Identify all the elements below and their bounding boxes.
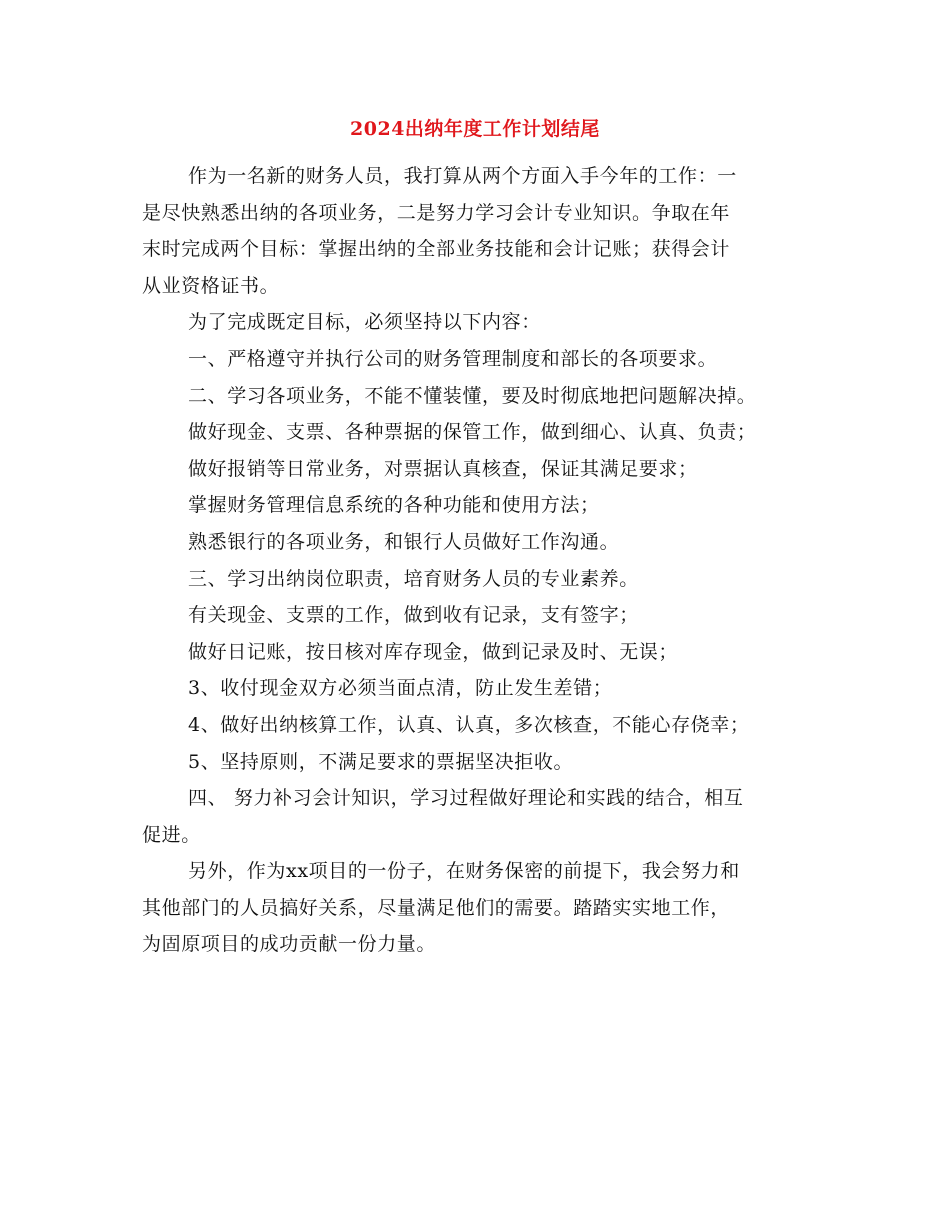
body-line: 四、 努力补习会计知识，学习过程做好理论和实践的结合，相互 xyxy=(188,787,744,810)
document-body xyxy=(142,158,810,963)
body-line: 促进。 xyxy=(142,823,201,846)
body-line: 末时完成两个目标：掌握出纳的全部业务技能和会计记账；获得会计 xyxy=(142,238,731,261)
body-line: 做好现金、支票、各种票据的保管工作，做到细心、认真、负责； xyxy=(188,421,757,444)
body-line: 有关现金、支票的工作，做到收有记录，支有签字； xyxy=(188,604,639,627)
body-line: 三、学习出纳岗位职责，培育财务人员的专业素养。 xyxy=(188,567,639,590)
body-line: 熟悉银行的各项业务，和银行人员做好工作沟通。 xyxy=(188,530,620,553)
body-line: 另外，作为xx项目的一份子，在财务保密的前提下，我会努力和 xyxy=(188,860,740,883)
body-line: 做好报销等日常业务，对票据认真核查，保证其满足要求； xyxy=(188,457,698,480)
body-line: 为固原项目的成功贡献一份力量。 xyxy=(142,933,437,956)
body-line: 3、收付现金双方必须当面点清，防止发生差错； xyxy=(188,677,613,700)
body-line: 掌握财务管理信息系统的各种功能和使用方法； xyxy=(188,494,600,517)
body-line: 是尽快熟悉出纳的各项业务，二是努力学习会计专业知识。争取在年 xyxy=(142,201,731,224)
document-title: 2024出纳年度工作计划结尾 xyxy=(350,118,600,140)
body-line: 二、学习各项业务，不能不懂装懂，要及时彻底地把问题解决掉。 xyxy=(188,384,757,407)
body-line: 5、坚持原则，不满足要求的票据坚决拒收。 xyxy=(188,750,574,773)
body-line: 从业资格证书。 xyxy=(142,274,280,297)
body-line: 为了完成既定目标，必须坚持以下内容： xyxy=(188,311,541,334)
body-line: 作为一名新的财务人员，我打算从两个方面入手今年的工作：一 xyxy=(188,165,737,187)
body-line: 做好日记账，按日核对库存现金，做到记录及时、无误； xyxy=(188,640,679,663)
body-line: 其他部门的人员搞好关系，尽量满足他们的需要。踏踏实实地工作， xyxy=(142,896,731,919)
body-line: 一、严格遵守并执行公司的财务管理制度和部长的各项要求。 xyxy=(188,347,718,370)
body-line: 4、做好出纳核算工作，认真、认真，多次核查，不能心存侥幸； xyxy=(188,713,750,736)
